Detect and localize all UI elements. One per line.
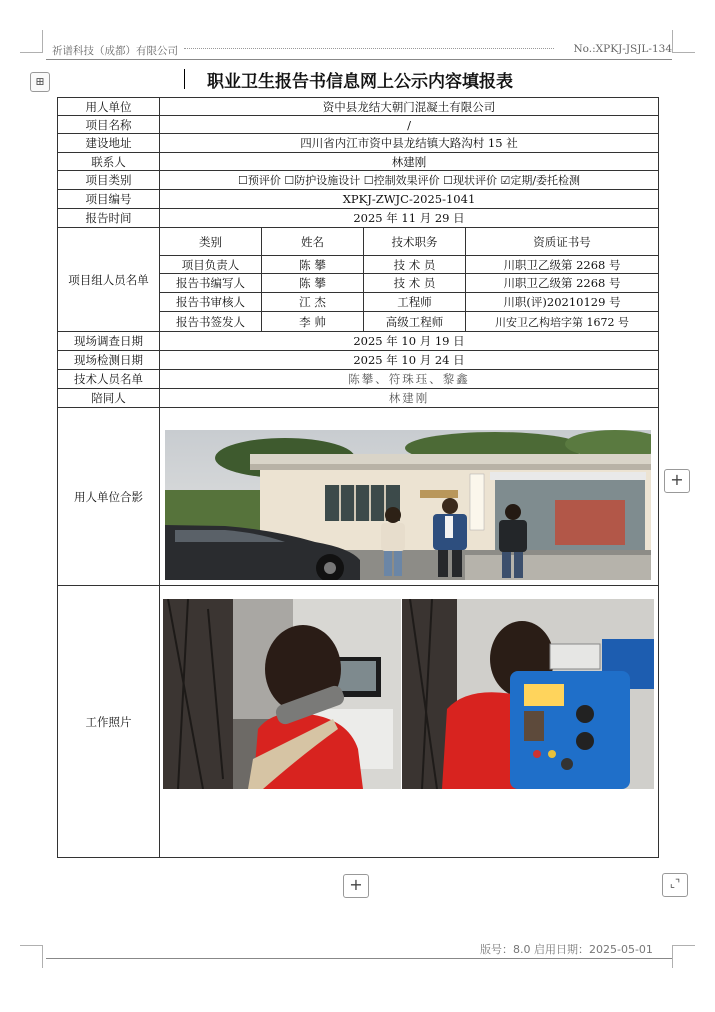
crop-mark-bottom-right: [672, 945, 695, 968]
label-project-no: 项目编号: [58, 190, 160, 209]
row-survey-date: [58, 332, 659, 351]
checkbox-pre-evaluation[interactable]: ☐预评价: [237, 174, 281, 187]
crop-mark-bottom-left: [20, 945, 43, 968]
row-escort: [58, 389, 659, 408]
member-title[interactable]: 技 术 员: [364, 274, 466, 293]
member-role[interactable]: 报告书编写人: [160, 274, 262, 293]
row-report-time: [58, 209, 659, 228]
group-photo: [165, 430, 651, 580]
member-role[interactable]: 报告书签发人: [160, 312, 262, 332]
row-employer: [58, 98, 659, 116]
team-header-title: 技术职务: [364, 228, 466, 256]
member-cert[interactable]: 川安卫乙构培字第 1672 号: [466, 312, 659, 332]
project-type-options: [160, 171, 659, 190]
value-project-name[interactable]: /: [160, 116, 659, 134]
checkbox-status-evaluation[interactable]: ☐现状评价: [443, 174, 497, 187]
work-photo-2: [402, 599, 654, 789]
label-project-name: 项目名称: [58, 116, 160, 134]
label-report-time: 报告时间: [58, 209, 160, 228]
row-project-type: [58, 171, 659, 190]
label-group-photo: 用人单位合影: [58, 408, 160, 586]
member-name[interactable]: 陈 攀: [262, 274, 364, 293]
label-test-date: 现场检测日期: [58, 351, 160, 370]
label-contact: 联系人: [58, 153, 160, 171]
team-header-cert: 资质证书号: [466, 228, 659, 256]
header-doc-no: No.:XPKJ-JSJL-134: [573, 43, 672, 55]
member-cert[interactable]: 川职(评)20210129 号: [466, 293, 659, 312]
member-cert[interactable]: 川职卫乙级第 2268 号: [466, 256, 659, 274]
value-tech-staff[interactable]: 陈攀、符珠珏、黎鑫: [160, 370, 659, 389]
footer-rule: [46, 958, 672, 959]
resize-icon[interactable]: ⌞⌝: [662, 873, 688, 897]
member-title[interactable]: 工程师: [364, 293, 466, 312]
team-header-name: 姓名: [262, 228, 364, 256]
member-role[interactable]: 报告书审核人: [160, 293, 262, 312]
checkbox-protection-design[interactable]: ☐防护设施设计: [284, 174, 361, 187]
crop-mark-top-left: [20, 30, 43, 53]
table-move-handle-icon[interactable]: ⊞: [30, 72, 50, 92]
header-company: 祈谱科技（成都）有限公司: [52, 45, 178, 57]
add-row-icon[interactable]: +: [343, 874, 369, 898]
value-survey-date[interactable]: 2025 年 10 月 19 日: [160, 332, 659, 351]
checkbox-periodic-testing[interactable]: ☑定期/委托检测: [500, 174, 581, 187]
label-employer: 用人单位: [58, 98, 160, 116]
row-address: [58, 134, 659, 153]
value-address[interactable]: 四川省内江市资中县龙结镇大路沟村 15 社: [160, 134, 659, 153]
value-test-date[interactable]: 2025 年 10 月 24 日: [160, 351, 659, 370]
member-title[interactable]: 高级工程师: [364, 312, 466, 332]
label-team: 项目组人员名单: [58, 228, 160, 332]
add-column-icon[interactable]: +: [664, 469, 690, 493]
value-employer[interactable]: 资中县龙结大朝门混凝土有限公司: [160, 98, 659, 116]
text-cursor: [184, 69, 185, 89]
work-photo-1: [163, 599, 401, 789]
member-name[interactable]: 李 帅: [262, 312, 364, 332]
member-cert[interactable]: 川职卫乙级第 2268 号: [466, 274, 659, 293]
label-escort: 陪同人: [58, 389, 160, 408]
member-name[interactable]: 陈 攀: [262, 256, 364, 274]
value-escort[interactable]: 林建刚: [160, 389, 659, 408]
label-work-photos: 工作照片: [58, 586, 160, 858]
team-header-row: [58, 228, 659, 256]
row-test-date: [58, 351, 659, 370]
page-title: 职业卫生报告书信息网上公示内容填报表: [207, 72, 513, 92]
row-project-no: [58, 190, 659, 209]
value-project-no[interactable]: XPKJ-ZWJC-2025-1041: [160, 190, 659, 209]
label-tech-staff: 技术人员名单: [58, 370, 160, 389]
label-address: 建设地址: [58, 134, 160, 153]
row-tech-staff: [58, 370, 659, 389]
member-role[interactable]: 项目负责人: [160, 256, 262, 274]
row-contact: [58, 153, 659, 171]
value-contact[interactable]: 林建刚: [160, 153, 659, 171]
team-header-role: 类别: [160, 228, 262, 256]
row-project-name: [58, 116, 659, 134]
label-project-type: 项目类别: [58, 171, 160, 190]
crop-mark-top-right: [672, 30, 695, 53]
header-dot-leader: [184, 48, 554, 49]
footer-version: 版号：8.0 启用日期：2025-05-01: [480, 943, 653, 956]
page-header: [52, 43, 672, 57]
member-title[interactable]: 技 术 员: [364, 256, 466, 274]
member-name[interactable]: 江 杰: [262, 293, 364, 312]
value-report-time[interactable]: 2025 年 11 月 29 日: [160, 209, 659, 228]
header-rule: [46, 59, 672, 60]
label-survey-date: 现场调查日期: [58, 332, 160, 351]
checkbox-control-effect[interactable]: ☐控制效果评价: [363, 174, 440, 187]
